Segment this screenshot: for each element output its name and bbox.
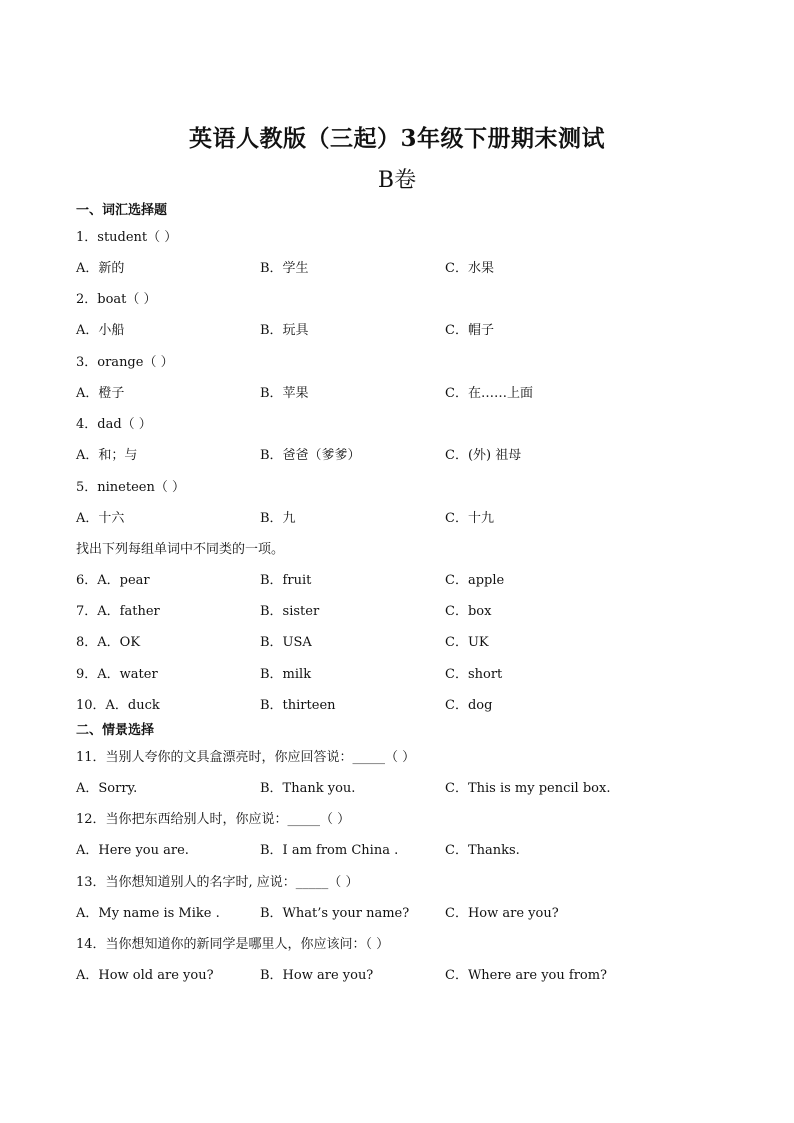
option-c[interactable]: C．dog [445, 698, 493, 713]
option-b[interactable]: B．苹果 [260, 386, 309, 401]
option-b[interactable]: B．How are you? [260, 968, 374, 983]
option-c[interactable]: C．帽子 [445, 323, 494, 338]
option-c[interactable]: C．(外) 祖母 [445, 448, 522, 463]
option-b[interactable]: B．USA [260, 635, 312, 650]
option-c[interactable]: C．apple [445, 573, 505, 588]
question-stem: 13．当你想知道别人的名字时, 应说：_____（ ） [76, 875, 359, 890]
option-a[interactable]: A．和；与 [76, 448, 138, 463]
option-b[interactable]: B．学生 [260, 261, 309, 276]
option-b[interactable]: B．玩具 [260, 323, 309, 338]
option-a[interactable]: A．My name is Mike . [76, 906, 220, 921]
option-b[interactable]: B．thirteen [260, 698, 336, 713]
option-a[interactable]: 7．A．father [76, 604, 160, 619]
option-b[interactable]: B．What’s your name? [260, 906, 410, 921]
question-stem: 1．student（ ） [76, 230, 178, 245]
option-a[interactable]: 8．A．OK [76, 635, 141, 650]
question-stem: 12．当你把东西给别人时，你应说：_____（ ） [76, 812, 351, 827]
page-title: 英语人教版（三起）3年级下册期末测试 [188, 125, 605, 152]
option-c[interactable]: C．在……上面 [445, 386, 533, 401]
question-stem: 5．nineteen（ ） [76, 480, 185, 495]
option-a[interactable]: 6．A．pear [76, 573, 150, 588]
option-b[interactable]: B．milk [260, 667, 312, 682]
question-stem: 14．当你想知道你的新同学是哪里人，你应该问：（ ） [76, 937, 390, 952]
option-a[interactable]: A．How old are you? [76, 968, 214, 983]
page-subtitle: B卷 [377, 168, 417, 193]
option-a[interactable]: A．Sorry. [76, 781, 138, 796]
option-b[interactable]: B．九 [260, 511, 296, 526]
option-a[interactable]: A．十六 [76, 511, 125, 526]
option-a[interactable]: 9．A．water [76, 667, 158, 682]
question-stem: 3．orange（ ） [76, 355, 174, 370]
option-c[interactable]: C．short [445, 667, 503, 682]
option-c[interactable]: C．box [445, 604, 492, 619]
section-heading: 二、情景选择 [76, 723, 155, 738]
option-a[interactable]: A．小船 [76, 323, 125, 338]
option-c[interactable]: C．Where are you from? [445, 968, 608, 983]
option-c[interactable]: C．水果 [445, 261, 494, 276]
option-b[interactable]: B．爸爸（爹爹） [260, 448, 361, 463]
option-c[interactable]: C．十九 [445, 511, 494, 526]
question-stem: 4．dad（ ） [76, 417, 152, 432]
option-c[interactable]: C．UK [445, 635, 489, 650]
option-c[interactable]: C．Thanks. [445, 843, 520, 858]
instruction-text: 找出下列每组单词中不同类的一项。 [76, 542, 285, 557]
question-stem: 2．boat（ ） [76, 292, 157, 307]
option-a[interactable]: A．新的 [76, 261, 125, 276]
option-a[interactable]: A．Here you are. [76, 843, 189, 858]
option-c[interactable]: C．How are you? [445, 906, 559, 921]
option-b[interactable]: B．I am from China . [260, 843, 399, 858]
option-b[interactable]: B．Thank you. [260, 781, 356, 796]
option-b[interactable]: B．fruit [260, 573, 312, 588]
option-a[interactable]: 10．A．duck [76, 698, 160, 713]
option-b[interactable]: B．sister [260, 604, 320, 619]
option-c[interactable]: C．This is my pencil box. [445, 781, 611, 796]
option-a[interactable]: A．橙子 [76, 386, 125, 401]
section-heading: 一、词汇选择题 [76, 203, 168, 218]
question-stem: 11．当别人夸你的文具盒漂亮时，你应回答说：_____（ ） [76, 750, 416, 765]
